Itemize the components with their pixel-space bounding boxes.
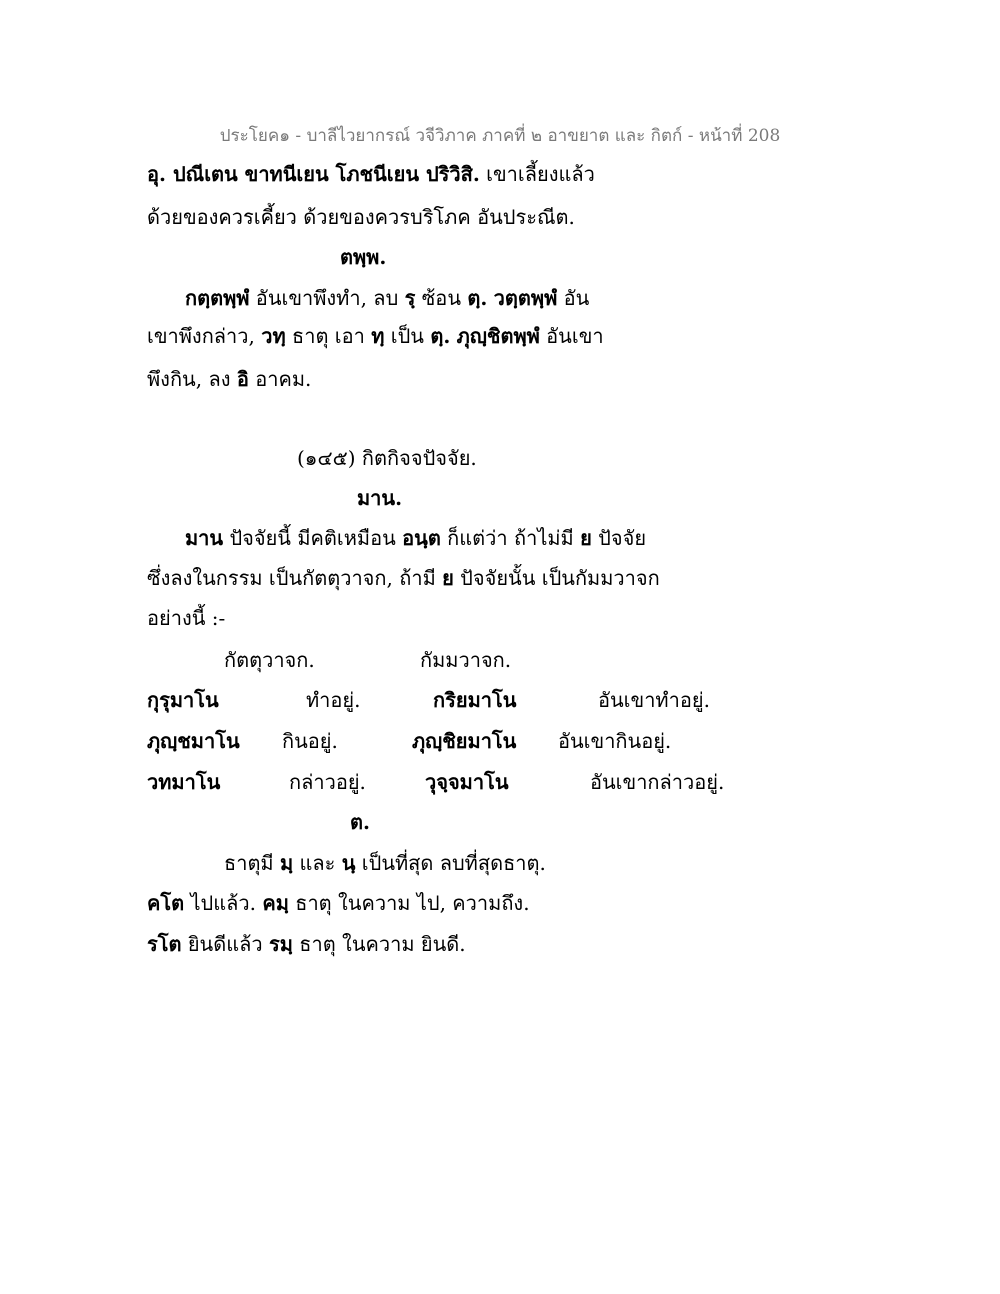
paragraph-line bbox=[147, 930, 466, 958]
table-cell: วทมาโน bbox=[147, 770, 221, 794]
text-run: ธาตุ เอา bbox=[285, 324, 372, 348]
pali-word: ย bbox=[580, 526, 592, 550]
text-run: ปัจจัยนั้น เป็นกัมมวาจก bbox=[453, 566, 660, 590]
text-run: ซ้อน bbox=[415, 286, 468, 310]
table-cell: วุจฺจมาโน bbox=[425, 770, 509, 794]
column-header: กัตตุวาจก. bbox=[224, 648, 315, 672]
pali-word: นฺ bbox=[341, 851, 356, 875]
table-cell: ภุญฺชมาโน bbox=[147, 729, 240, 753]
text-run: อาคม. bbox=[248, 367, 312, 391]
table-cell: กริยมาโน bbox=[433, 688, 517, 712]
pali-word: วทฺ bbox=[261, 324, 286, 348]
table-cell: กุรุมาโน bbox=[147, 688, 219, 712]
text-run: อันเขาพึงทำ, ลบ bbox=[249, 286, 405, 310]
section-title: (๑๔๕) กิตกิจจปัจจัย. bbox=[297, 446, 477, 470]
translation-text: เขาเลี้ยงแล้ว bbox=[479, 162, 595, 186]
table-cell: กล่าวอยู่. bbox=[289, 770, 366, 794]
text-run: พึงกิน, ลง bbox=[147, 367, 237, 391]
pali-word: ย bbox=[442, 566, 454, 590]
pali-word: มาน bbox=[185, 526, 224, 550]
text-run: และ bbox=[293, 851, 342, 875]
text-run: ธาตุมี bbox=[224, 851, 280, 875]
pali-word: รมฺ bbox=[268, 932, 293, 956]
text-run: ธาตุ ในความ ยินดี. bbox=[292, 932, 466, 956]
paragraph-line: ด้วยของควรเคี้ยว ด้วยของควรบริโภค อันประณีต. bbox=[147, 205, 575, 229]
paragraph-line bbox=[147, 889, 530, 917]
pali-word: วตฺตพฺพํ bbox=[493, 286, 558, 310]
section-heading: มาน. bbox=[357, 486, 403, 510]
text-run: เขาพึงกล่าว, bbox=[147, 324, 262, 348]
text-run: ไปแล้ว. bbox=[184, 891, 263, 915]
table-cell: ภุญฺชิยมาโน bbox=[412, 729, 517, 753]
paragraph-line bbox=[147, 564, 660, 592]
pali-word: ภุญฺชิตพฺพํ bbox=[456, 324, 540, 348]
pali-word: มฺ bbox=[279, 851, 294, 875]
pali-word: ทฺ bbox=[371, 324, 385, 348]
pali-word: รฺ bbox=[404, 286, 416, 310]
section-heading: ตพฺพ. bbox=[340, 245, 387, 269]
table-cell: อันเขากินอยู่. bbox=[558, 729, 672, 753]
text-run: เป็น bbox=[384, 324, 431, 348]
pali-word: อิ bbox=[236, 367, 249, 391]
text-run: ซึ่งลงในกรรม เป็นกัตตุวาจก, ถ้ามี bbox=[147, 566, 443, 590]
text-run: ก็แต่ว่า ถ้าไม่มี bbox=[440, 526, 581, 550]
paragraph-line bbox=[185, 284, 589, 312]
section-heading: ต. bbox=[350, 810, 370, 834]
table-cell: อันเขาทำอยู่. bbox=[598, 688, 710, 712]
paragraph-line bbox=[147, 365, 311, 393]
text-run: เป็นที่สุด ลบที่สุดธาตุ. bbox=[355, 851, 546, 875]
pali-word: คมฺ bbox=[262, 891, 289, 915]
pali-word: ตฺ. bbox=[467, 286, 488, 310]
paragraph-line bbox=[147, 322, 604, 350]
table-cell: อันเขากล่าวอยู่. bbox=[590, 770, 725, 794]
text-run: ยินดีแล้ว bbox=[181, 932, 269, 956]
text-run: ปัจจัยนี้ มีคติเหมือน bbox=[223, 526, 403, 550]
text-run: ธาตุ ในความ ไป, ความถึง. bbox=[288, 891, 530, 915]
paragraph-line bbox=[185, 524, 646, 552]
table-cell: กินอยู่. bbox=[282, 729, 338, 753]
paragraph-line bbox=[224, 849, 546, 877]
pali-word: รโต bbox=[147, 932, 182, 956]
pali-word: ตฺ. bbox=[430, 324, 451, 348]
text-run: อันเขา bbox=[539, 324, 604, 348]
pali-word: คโต bbox=[147, 891, 185, 915]
column-header: กัมมวาจก. bbox=[420, 648, 512, 672]
pali-word: กตฺตพฺพํ bbox=[185, 286, 250, 310]
paragraph-line bbox=[147, 160, 595, 188]
pali-example: อุ. ปณีเตน ขาทนีเยน โภชนีเยน ปริวิสิ. bbox=[147, 162, 480, 186]
table-cell: ทำอยู่. bbox=[306, 688, 361, 712]
page-header: ประโยค๑ - บาลีไวยากรณ์ วจีวิภาค ภาคที่ ๒ อาขยาต และ กิตก์ - หน้าที่ 208 bbox=[219, 126, 781, 146]
text-run: อัน bbox=[557, 286, 590, 310]
pali-word: อนฺต bbox=[402, 526, 441, 550]
text-run: ปัจจัย bbox=[591, 526, 647, 550]
paragraph-line: อย่างนี้ :- bbox=[147, 606, 226, 630]
